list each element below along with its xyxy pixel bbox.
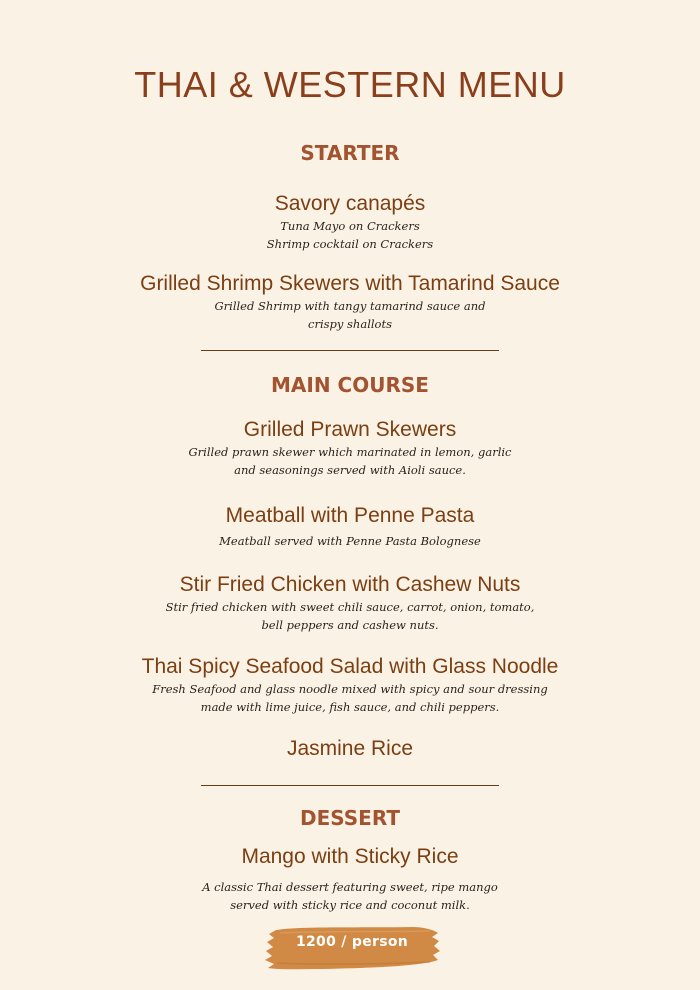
section-divider (201, 350, 499, 351)
item-description: Meatball served with Penne Pasta Bolognese (219, 534, 481, 548)
item-name: Jasmine Rice (286, 737, 414, 760)
item-name: Stir Fried Chicken with Cashew Nuts (179, 573, 521, 596)
item-name: Savory canapés (274, 192, 426, 215)
item-description: Tuna Mayo on Crackers (280, 219, 420, 233)
item-description: bell peppers and cashew nuts. (261, 618, 439, 632)
item-description: Grilled Shrimp with tangy tamarind sauce and (214, 299, 486, 313)
item-description: Grilled prawn skewer which marinated in lemon, garlic (188, 445, 512, 459)
menu-item-jasmine-rice (0, 736, 700, 762)
section-title-starter: STARTER (300, 141, 400, 165)
menu-item-thai-seafood-salad (0, 654, 700, 716)
item-name: Grilled Prawn Skewers (243, 418, 457, 441)
item-description: served with sticky rice and coconut milk. (230, 898, 470, 912)
menu-item-grilled-prawn-skewers (0, 417, 700, 479)
menu-item-stir-fried-chicken (0, 572, 700, 634)
item-description: Shrimp cocktail on Crackers (266, 237, 434, 251)
section-title-main-course: MAIN COURSE (271, 373, 429, 397)
menu-item-savory-canapes (0, 191, 700, 253)
item-description: made with lime juice, fish sauce, and chili peppers. (200, 700, 500, 714)
menu-item-meatball-penne (0, 503, 700, 550)
menu-title: THAI & WESTERN MENU (134, 64, 566, 105)
item-description: crispy shallots (308, 317, 392, 331)
section-divider (201, 785, 499, 786)
item-name: Mango with Sticky Rice (241, 845, 459, 868)
section-title-dessert: DESSERT (300, 806, 400, 830)
price-badge (262, 924, 442, 972)
item-name: Thai Spicy Seafood Salad with Glass Noodle (141, 655, 559, 678)
item-name: Meatball with Penne Pasta (225, 504, 475, 527)
menu-item-mango-sticky-rice (0, 844, 700, 914)
item-description: Stir fried chicken with sweet chili sauce, carrot, onion, tomato, (165, 600, 535, 614)
item-description: A classic Thai dessert featuring sweet, ripe mango (202, 880, 498, 894)
item-description: and seasonings served with Aioli sauce. (234, 463, 466, 477)
item-description: Fresh Seafood and glass noodle mixed with spicy and sour dressing (152, 682, 548, 696)
price-label: 1200 / person (295, 934, 409, 950)
item-name: Grilled Shrimp Skewers with Tamarind Sauce (140, 272, 560, 295)
menu-item-grilled-shrimp-skewers (0, 271, 700, 333)
